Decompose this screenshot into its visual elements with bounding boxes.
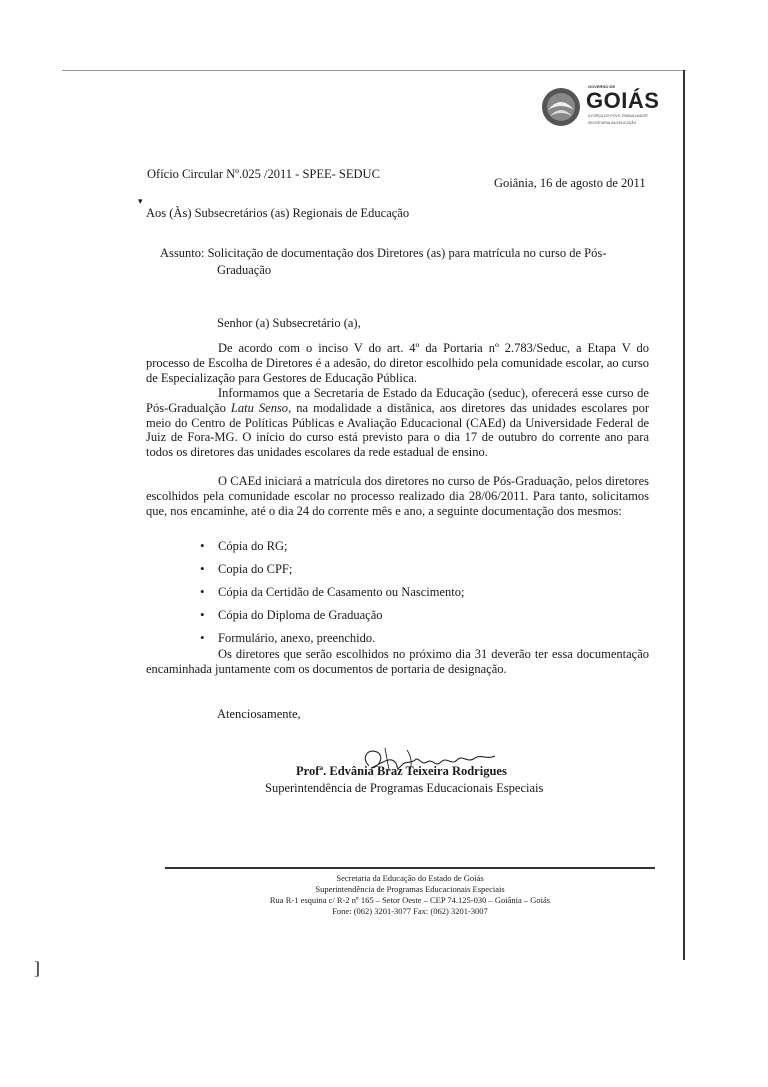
closing: Atenciosamente, [217, 707, 301, 721]
list-item [200, 630, 375, 646]
list-item-label: Copia do CPF; [218, 562, 293, 576]
logo-state-name: GOIÁS [586, 88, 660, 113]
paragraph-2-italic: Latu Senso [230, 400, 289, 415]
footer-line-1: Secretaria da Educação do Estado de Goiás [336, 873, 484, 883]
bullet-icon: • [200, 630, 205, 645]
scan-edge-mark: ] [34, 958, 40, 978]
logo-tagline: A FORÇA DO POVO TRABALHADOR [588, 114, 648, 118]
subject-line-1: Assunto: Solicitação de documentação dos Diretores (as) para matrícula no curso de Pós- [160, 246, 607, 260]
salutation: Senhor (a) Subsecretário (a), [217, 316, 361, 330]
bullet-icon: • [200, 584, 205, 599]
list-item-label: Cópia da Certidão de Casamento ou Nascimento; [218, 585, 465, 599]
paragraph-2 [146, 386, 649, 460]
list-item [200, 584, 464, 600]
list-item [200, 538, 287, 554]
list-item [200, 607, 383, 623]
list-item [200, 561, 292, 577]
paragraph-2-text-a: Informamos que a Secretaria de Estado da Educação (seduc), oferecerá esse curso de Pós-Gradualção [146, 386, 649, 415]
footer-phone: Fone: (062) 3201-3077 Fax: (062) 3201-3007 [332, 906, 488, 916]
list-item-label: Cópia do RG; [218, 539, 288, 553]
recipient-line: Aos (Às) Subsecretários (as) Regionais de Educação [146, 206, 410, 220]
paragraph-3-text: O CAEd iniciará a matrícula dos diretores no curso de Pós-Graduação, pelos diretores escolhidos pela comunidade escolar no processo realizado dia 28/06/2011. Para tanto, solicitamos que, nos encaminhe, até o dia 24 do corrente mês e ano, a seguinte documentação dos mesmos: [146, 474, 649, 518]
logo-government-label: GOVERNO DE [588, 84, 616, 89]
paragraph-1-text: De acordo com o inciso V do art. 4º da Portaria nº 2.783/Seduc, a Etapa V do processo de Escolha de Diretores é a adesão, do diretor escolhido pela comunidade escolar, ao curso de Especialização para Gestores de Educação Pública. [146, 341, 649, 385]
bullet-icon: • [200, 607, 205, 622]
paragraph-4 [146, 647, 649, 677]
bullet-icon: • [200, 561, 205, 576]
paragraph-2-text-b: , na modalidade a distânica, aos diretores das unidades escolares por meio do Centro de Políticas Públicas e Avaliação Educacional (CAEd) da Universidade Federal de Juiz de Fora-MG. O início do curso está previsto para o dia 17 de outubro do corrente ano para todos os diretores das unidades escolares da rede estadual de ensino. [146, 400, 649, 460]
signer-title: Superintendência de Programas Educacionais Especiais [265, 781, 544, 795]
logo-secretariat: SECRETARIA DA EDUCAÇÃO [588, 121, 637, 125]
oficio-number: Ofício Circular Nº.025 /2011 - SPEE- SEDUC [147, 167, 380, 181]
footer-line-2: Superintendência de Programas Educacionais Especiais [315, 884, 505, 894]
footer-divider [165, 867, 655, 869]
paragraph-3 [146, 474, 649, 518]
list-item-label: Formulário, anexo, preenchido. [218, 631, 376, 645]
footer-address: Rua R-1 esquina c/ R-2 nº 165 – Setor Oeste – CEP 74.125-030 – Goiânia – Goiás [269, 895, 551, 905]
paragraph-4-text: Os diretores que serão escolhidos no próximo dia 31 deverão ter essa documentação encaminhada juntamente com os documentos de portaria de designação. [146, 647, 649, 676]
bullet-icon: • [200, 538, 205, 553]
subject-line-2: Graduação [217, 263, 272, 277]
letter-date: Goiânia, 16 de agosto de 2011 [494, 176, 646, 190]
signer-name: Profª. Edvânia Braz Teixeira Rodrigues [296, 764, 507, 778]
paragraph-1 [146, 341, 649, 385]
margin-bullet-mark: ▾ [138, 196, 143, 206]
list-item-label: Cópia do Diploma de Graduação [218, 608, 383, 622]
